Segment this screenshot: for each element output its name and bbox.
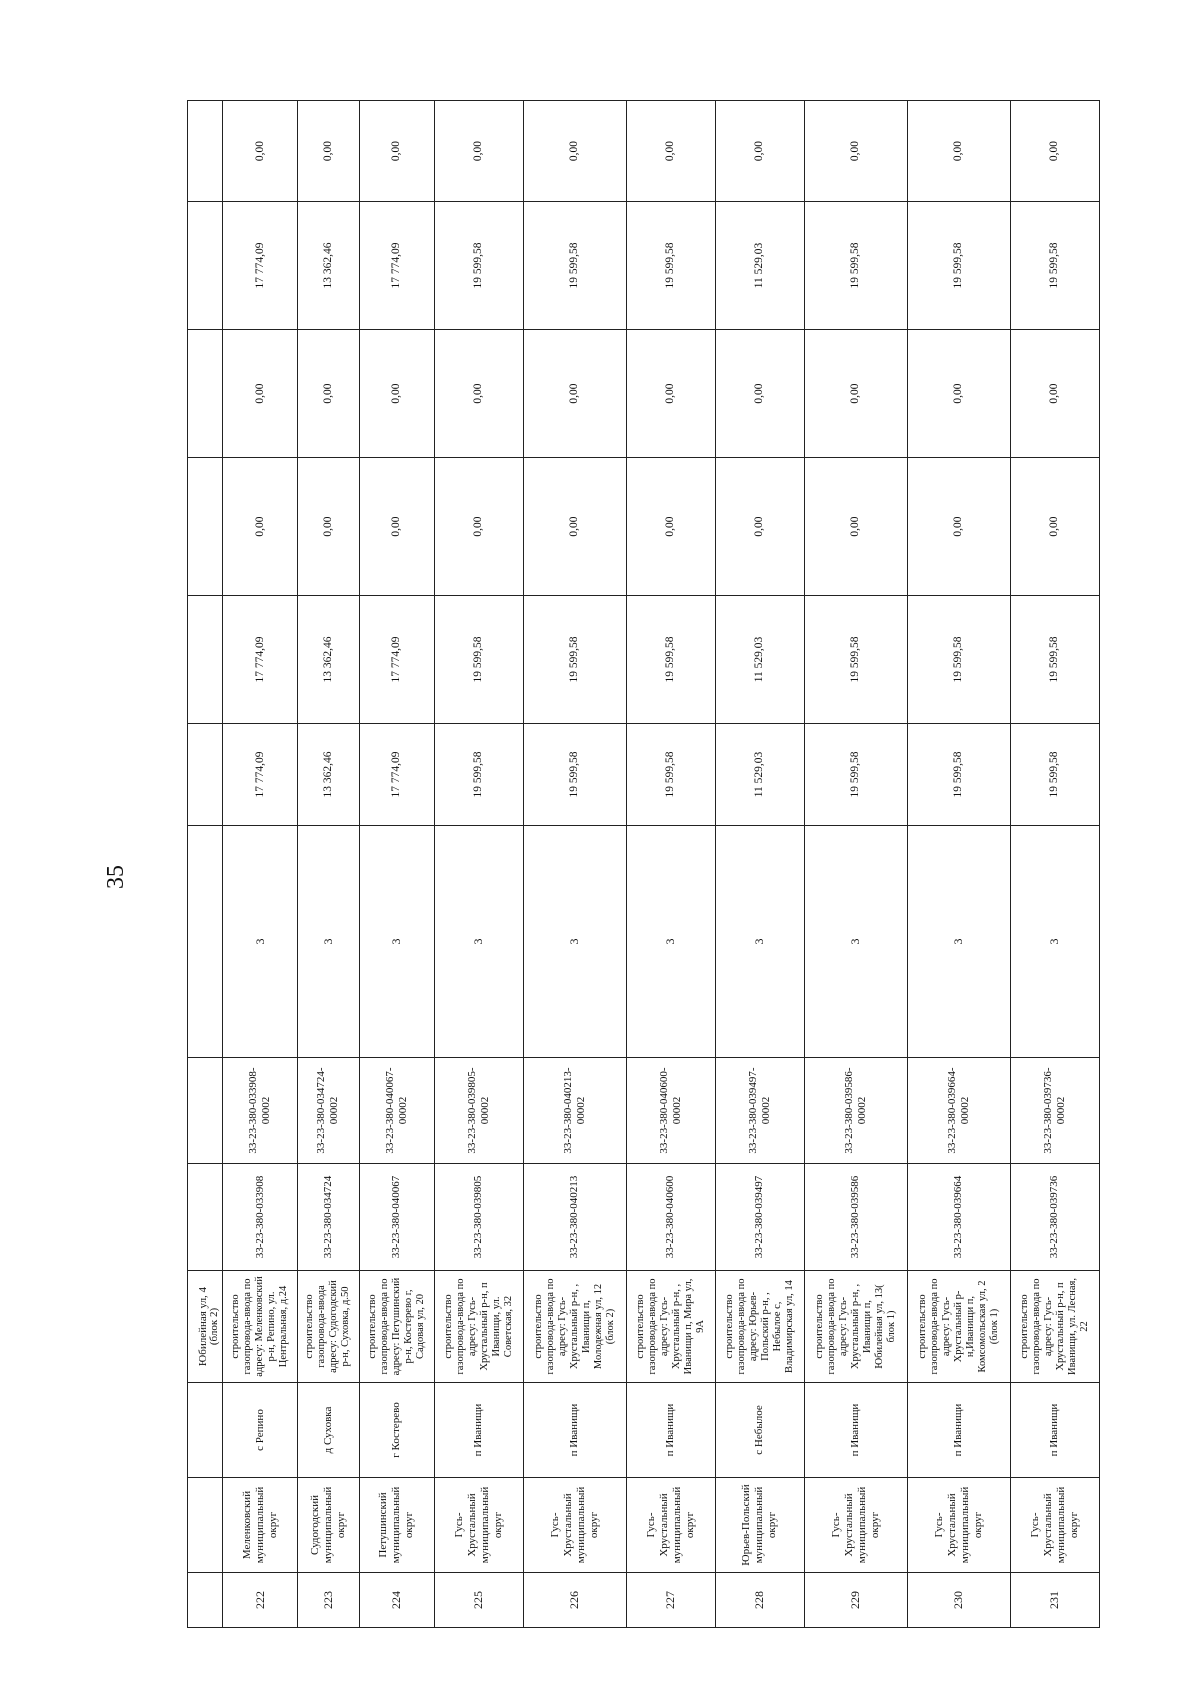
cell-district: Меленковский муниципальный округ [223, 1478, 298, 1573]
cell-value-2: 19 599,58 [626, 596, 715, 724]
cell-value-4: 0,00 [223, 330, 298, 458]
cell-row-number: 222 [223, 1573, 298, 1628]
cell-locality: п Иванищи [626, 1383, 715, 1478]
cell-object-description: строительство газопровода-ввода по адресу: Гусь-Хрустальный р-н, , Иванищи п, Молодежная ул, 12 (блок 2) [523, 1271, 626, 1383]
cell-value-2: 17 774,09 [223, 596, 298, 724]
continued-line-1: Юбилейная ул, 4 [197, 1286, 209, 1367]
cell-cadastral-number: 33-23-380-039736 [1010, 1164, 1099, 1271]
cell-value-5: 17 774,09 [359, 202, 434, 330]
cell-category: 3 [626, 826, 715, 1058]
cell-value-1: 19 599,58 [626, 724, 715, 826]
cell-cadastral-subnumber: 33-23-380-039664-00002 [907, 1058, 1010, 1164]
cell-cadastral-subnumber: 33-23-380-039497-00002 [715, 1058, 804, 1164]
cell-empty [188, 458, 223, 596]
cell-empty [188, 1573, 223, 1628]
cell-empty [188, 1164, 223, 1271]
cell-value-3: 0,00 [1010, 458, 1099, 596]
cell-cadastral-subnumber: 33-23-380-039586-00002 [804, 1058, 907, 1164]
cell-category: 3 [223, 826, 298, 1058]
cell-value-5: 19 599,58 [1010, 202, 1099, 330]
cell-value-1: 19 599,58 [804, 724, 907, 826]
cell-empty [188, 1058, 223, 1164]
cell-cadastral-number: 33-23-380-040213 [523, 1164, 626, 1271]
cell-row-number: 229 [804, 1573, 907, 1628]
cell-cadastral-number: 33-23-380-039805 [434, 1164, 523, 1271]
cell-cadastral-number: 33-23-380-039586 [804, 1164, 907, 1271]
cell-district: Гусь-Хрустальный муниципальный округ [804, 1478, 907, 1573]
cell-locality: п Иванищи [434, 1383, 523, 1478]
cell-value-4: 0,00 [715, 330, 804, 458]
table-row [804, 101, 907, 1628]
cell-locality: п Иванищи [1010, 1383, 1099, 1478]
table-row [715, 101, 804, 1628]
cell-locality: г Костерево [359, 1383, 434, 1478]
cell-district: Петушинский муниципальный округ [359, 1478, 434, 1573]
cell-object-description: строительство газопровода-ввода по адресу: Юрьев-Польский р-н, , Небылое с, Владимирская ул, 14 [715, 1271, 804, 1383]
cell-value-2: 19 599,58 [804, 596, 907, 724]
cell-category: 3 [907, 826, 1010, 1058]
cell-value-2: 13 362,46 [298, 596, 359, 724]
cell-value-5: 19 599,58 [907, 202, 1010, 330]
cell-locality: д Суховка [298, 1383, 359, 1478]
cell-value-1: 19 599,58 [1010, 724, 1099, 826]
cell-locality: с Небылое [715, 1383, 804, 1478]
cell-cadastral-number: 33-23-380-040067 [359, 1164, 434, 1271]
cell-category: 3 [434, 826, 523, 1058]
table-body [188, 101, 1100, 1628]
rotated-table-container [187, 101, 1100, 1628]
cell-object-description: строительство газопровода-ввода адресу: Судогодский р-н, Суховка, д.50 [298, 1271, 359, 1383]
cell-object-description: строительство газопровода-ввода по адресу: Гусь-Хрустальный р-н, п Иванищи, ул. Лесная, 22 [1010, 1271, 1099, 1383]
table-row [523, 101, 626, 1628]
cell-value-6: 0,00 [523, 101, 626, 202]
cell-object-description: строительство газопровода-ввода по адресу: Петушинский р-н, Костерево г, Садовая ул, 20 [359, 1271, 434, 1383]
cell-object-description: строительство газопровода-ввода по адресу: Меленковский р-н, Репино, ул. Центральная, д.24 [223, 1271, 298, 1383]
cell-value-6: 0,00 [804, 101, 907, 202]
cell-category: 3 [359, 826, 434, 1058]
cell-value-2: 11 529,03 [715, 596, 804, 724]
cell-empty [188, 202, 223, 330]
cell-row-number: 224 [359, 1573, 434, 1628]
table-row [298, 101, 359, 1628]
cell-district: Гусь-Хрустальный муниципальный округ [1010, 1478, 1099, 1573]
cell-row-number: 223 [298, 1573, 359, 1628]
cell-category: 3 [523, 826, 626, 1058]
cell-value-5: 19 599,58 [804, 202, 907, 330]
cell-value-1: 11 529,03 [715, 724, 804, 826]
table-row [359, 101, 434, 1628]
cell-value-3: 0,00 [434, 458, 523, 596]
cell-cadastral-subnumber: 33-23-380-040213-00002 [523, 1058, 626, 1164]
continued-line-2: (блок 2) [208, 1307, 220, 1346]
cell-value-3: 0,00 [626, 458, 715, 596]
cell-value-4: 0,00 [907, 330, 1010, 458]
table-row [223, 101, 298, 1628]
table-row [1010, 101, 1099, 1628]
cell-object-description: строительство газопровода-ввода по адресу: Гусь-Хрустальный р-н, , Иванищи п, Юбилейная ул, 13( блок 1) [804, 1271, 907, 1383]
cell-cadastral-subnumber: 33-23-380-039736-00002 [1010, 1058, 1099, 1164]
cell-locality: п Иванищи [907, 1383, 1010, 1478]
cell-district: Судогодский муниципальный округ [298, 1478, 359, 1573]
table-row [626, 101, 715, 1628]
cell-row-number: 227 [626, 1573, 715, 1628]
cell-empty [188, 330, 223, 458]
cell-value-6: 0,00 [1010, 101, 1099, 202]
cell-value-1: 17 774,09 [359, 724, 434, 826]
cell-value-5: 19 599,58 [626, 202, 715, 330]
cell-category: 3 [715, 826, 804, 1058]
cell-cadastral-subnumber: 33-23-380-033908-00002 [223, 1058, 298, 1164]
cell-locality: с Репино [223, 1383, 298, 1478]
cell-empty [188, 826, 223, 1058]
cell-value-4: 0,00 [1010, 330, 1099, 458]
cell-value-2: 19 599,58 [1010, 596, 1099, 724]
cell-object-description: строительство газопровода-ввода по адресу: Гусь-Хрустальный р-н, п Иванищи, ул. Советская, 32 [434, 1271, 523, 1383]
cell-row-number: 225 [434, 1573, 523, 1628]
cell-district: Юрьев-Польский муниципальный округ [715, 1478, 804, 1573]
cell-value-4: 0,00 [298, 330, 359, 458]
cell-empty [188, 596, 223, 724]
cell-value-6: 0,00 [715, 101, 804, 202]
cell-value-4: 0,00 [523, 330, 626, 458]
cell-value-4: 0,00 [804, 330, 907, 458]
cell-value-2: 19 599,58 [907, 596, 1010, 724]
cell-cadastral-subnumber: 33-23-380-034724-00002 [298, 1058, 359, 1164]
gas-pipeline-table [187, 100, 1100, 1628]
cell-value-1: 17 774,09 [223, 724, 298, 826]
cell-row-number: 228 [715, 1573, 804, 1628]
cell-value-5: 11 529,03 [715, 202, 804, 330]
cell-cadastral-number: 33-23-380-034724 [298, 1164, 359, 1271]
cell-value-1: 13 362,46 [298, 724, 359, 826]
cell-value-5: 19 599,58 [523, 202, 626, 330]
cell-value-5: 19 599,58 [434, 202, 523, 330]
cell-value-4: 0,00 [626, 330, 715, 458]
cell-value-2: 19 599,58 [523, 596, 626, 724]
cell-category: 3 [298, 826, 359, 1058]
cell-value-3: 0,00 [907, 458, 1010, 596]
cell-value-2: 17 774,09 [359, 596, 434, 724]
cell-value-6: 0,00 [907, 101, 1010, 202]
cell-district: Гусь-Хрустальный муниципальный округ [907, 1478, 1010, 1573]
cell-district: Гусь-Хрустальный муниципальный округ [523, 1478, 626, 1573]
cell-category: 3 [804, 826, 907, 1058]
cell-value-2: 19 599,58 [434, 596, 523, 724]
cell-cadastral-number: 33-23-380-033908 [223, 1164, 298, 1271]
cell-value-1: 19 599,58 [907, 724, 1010, 826]
cell-value-5: 17 774,09 [223, 202, 298, 330]
cell-cadastral-number: 33-23-380-039497 [715, 1164, 804, 1271]
cell-value-6: 0,00 [626, 101, 715, 202]
cell-empty [188, 1383, 223, 1478]
cell-cadastral-subnumber: 33-23-380-040600-00002 [626, 1058, 715, 1164]
cell-value-4: 0,00 [359, 330, 434, 458]
cell-value-1: 19 599,58 [434, 724, 523, 826]
cell-category: 3 [1010, 826, 1099, 1058]
cell-empty [188, 724, 223, 826]
cell-value-3: 0,00 [298, 458, 359, 596]
cell-value-3: 0,00 [223, 458, 298, 596]
cell-row-number: 230 [907, 1573, 1010, 1628]
table-row [434, 101, 523, 1628]
cell-value-3: 0,00 [804, 458, 907, 596]
cell-empty [188, 101, 223, 202]
cell-value-6: 0,00 [434, 101, 523, 202]
cell-value-6: 0,00 [298, 101, 359, 202]
page-number: 35 [103, 865, 129, 889]
cell-row-number: 226 [523, 1573, 626, 1628]
cell-district: Гусь-Хрустальный муниципальный округ [626, 1478, 715, 1573]
cell-cadastral-subnumber: 33-23-380-040067-00002 [359, 1058, 434, 1164]
cell-value-6: 0,00 [359, 101, 434, 202]
cell-object-description: строительство газопровода-ввода по адресу: Гусь-Хрустальный р-н,Иванищи п, Комсомольская ул, 2 (блок 1) [907, 1271, 1010, 1383]
cell-value-6: 0,00 [223, 101, 298, 202]
cell-continued-object [188, 1271, 223, 1383]
cell-value-3: 0,00 [715, 458, 804, 596]
cell-locality: п Иванищи [804, 1383, 907, 1478]
cell-row-number: 231 [1010, 1573, 1099, 1628]
cell-object-description: строительство газопровода-ввода по адресу: Гусь-Хрустальный р-н, , Иванищи п, Мира ул, 9А [626, 1271, 715, 1383]
continued-row [188, 101, 223, 1628]
cell-empty [188, 1478, 223, 1573]
cell-value-3: 0,00 [523, 458, 626, 596]
cell-value-5: 13 362,46 [298, 202, 359, 330]
cell-cadastral-number: 33-23-380-039664 [907, 1164, 1010, 1271]
cell-cadastral-subnumber: 33-23-380-039805-00002 [434, 1058, 523, 1164]
cell-district: Гусь-Хрустальный муниципальный округ [434, 1478, 523, 1573]
cell-value-3: 0,00 [359, 458, 434, 596]
cell-value-1: 19 599,58 [523, 724, 626, 826]
cell-value-4: 0,00 [434, 330, 523, 458]
cell-cadastral-number: 33-23-380-040600 [626, 1164, 715, 1271]
table-row [907, 101, 1010, 1628]
cell-locality: п Иванищи [523, 1383, 626, 1478]
